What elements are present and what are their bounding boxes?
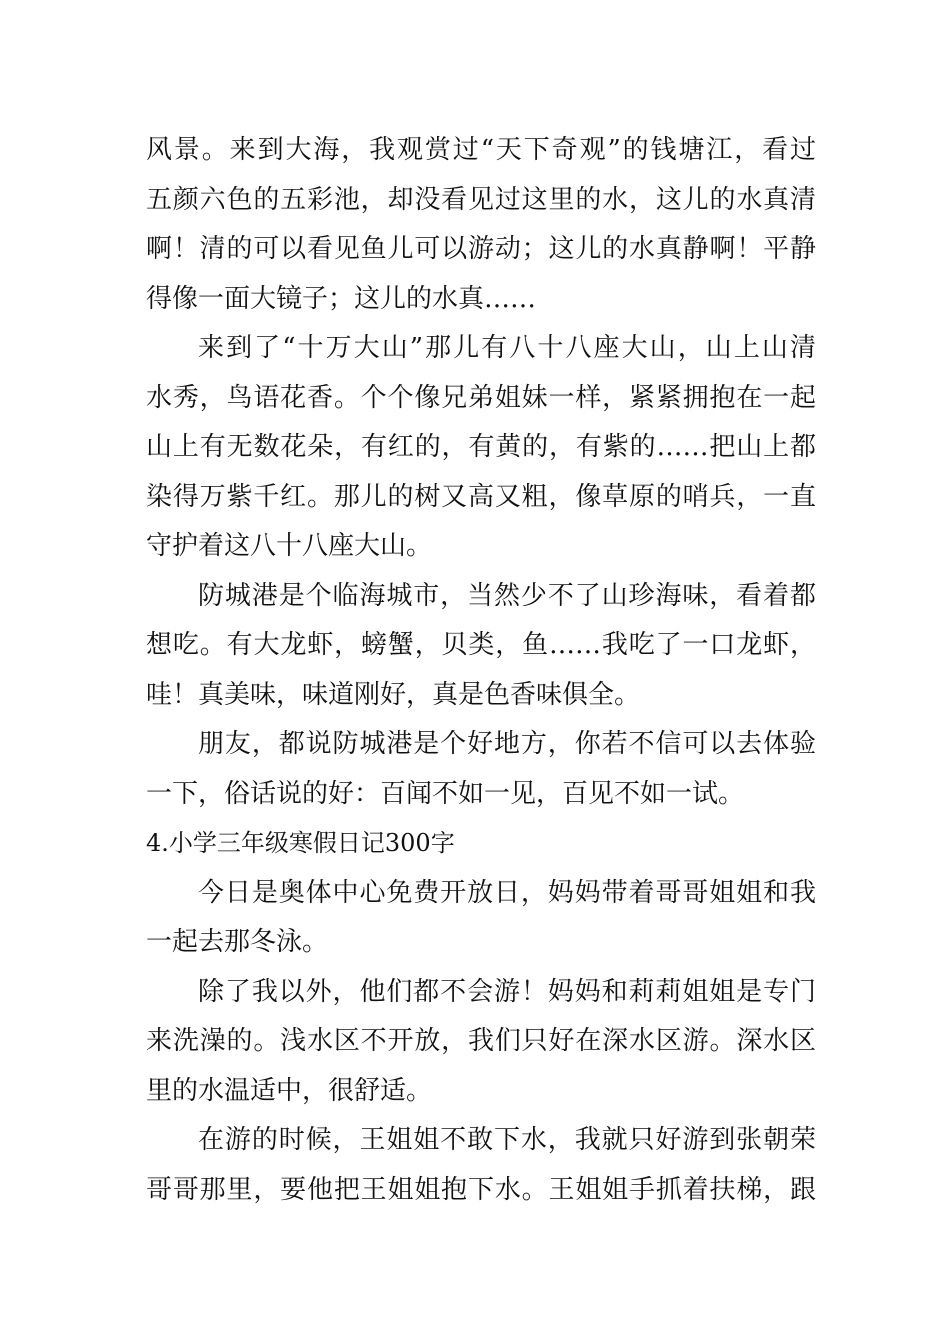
text-line: 守护着这八十八座大山。 [146, 531, 433, 561]
paragraph-first-line: 除了我以外，他们都不会游！妈妈和莉莉姐姐是专门 [198, 976, 816, 1007]
paragraph-first-line: 防城港是个临海城市，当然少不了山珍海味，看着都 [198, 580, 816, 611]
text-line: 啊！清的可以看见鱼儿可以游动；这儿的水真静啊！平静 [146, 234, 816, 264]
section-heading: 4.小学三年级寒假日记300字 [146, 829, 455, 857]
text-line: 里的水温适中，很舒适。 [146, 1075, 433, 1106]
paragraph-first-line: 朋友，都说防城港是个好地方，你若不信可以去体验 [198, 729, 816, 759]
text-line: 一起去那冬泳。 [146, 927, 329, 957]
text-line: 水秀，鸟语花香。个个像兄弟姐妹一样，紧紧拥抱在一起 [146, 382, 816, 413]
text-line: 风景。来到大海，我观赏过“天下奇观”的钱塘江，看过 [146, 135, 816, 165]
text-line: 来洗澡的。浅水区不开放，我们只好在深水区游。深水区 [146, 1026, 816, 1056]
paragraph-first-line: 在游的时候，王姐姐不敢下水，我就只好游到张朝荣 [198, 1125, 816, 1155]
text-line: 五颜六色的五彩池，却没看见过这里的水，这儿的水真清 [146, 184, 816, 215]
document-body [146, 126, 816, 1215]
text-line: 一下，俗话说的好：百闻不如一见，百见不如一试。 [146, 778, 745, 809]
text-line: 哥哥那里，要他把王姐姐抱下水。王姐姐手抓着扶梯，跟 [146, 1174, 816, 1205]
text-line: 想吃。有大龙虾，螃蟹，贝类，鱼……我吃了一口龙虾， [146, 630, 816, 660]
text-line: 哇！真美味，味道刚好，真是色香味俱全。 [146, 679, 641, 710]
text-line: 染得万紫千红。那儿的树又高又粗，像草原的哨兵，一直 [146, 481, 816, 512]
paragraph-first-line: 今日是奥体中心免费开放日，妈妈带着哥哥姐姐和我 [198, 877, 816, 908]
text-line: 山上有无数花朵，有红的，有黄的，有紫的……把山上都 [146, 432, 816, 462]
paragraph-first-line: 来到了“十万大山”那儿有八十八座大山，山上山清 [198, 333, 816, 363]
text-line: 得像一面大镜子；这儿的水真…… [146, 283, 537, 314]
